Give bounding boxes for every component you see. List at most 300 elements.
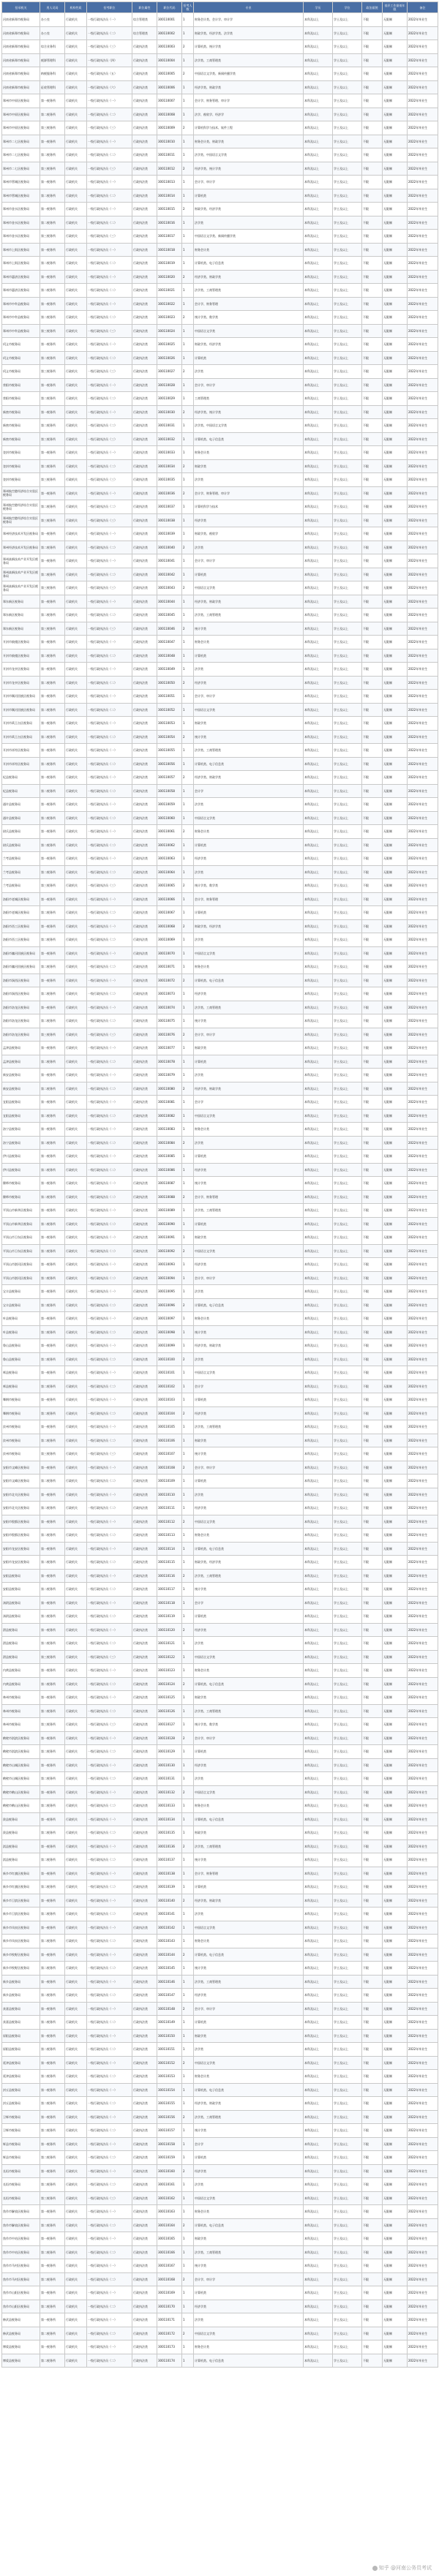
- table-cell: 办公室: [40, 26, 65, 40]
- table-cell: 行政执法类: [132, 825, 157, 839]
- table-cell: 行政机关: [65, 243, 87, 257]
- table-row: [2, 1637, 438, 1651]
- table-cell: 偃师市税务局: [2, 1190, 40, 1204]
- table-cell: 本科及以上: [304, 568, 333, 581]
- table-cell: 学士及以上: [333, 744, 362, 758]
- table-cell: 不限: [362, 459, 383, 473]
- table-cell: 计算机类、电子信息类: [194, 2354, 304, 2368]
- table-cell: 财政学类、税收学: [194, 527, 304, 541]
- table-cell: 行政执法类: [132, 1082, 157, 1096]
- table-cell: 一级行政执法员（一）: [87, 1204, 132, 1218]
- table-cell: 无限制: [383, 378, 408, 392]
- table-cell: 不限: [362, 1001, 383, 1014]
- table-cell: 行政机关: [65, 960, 87, 974]
- table-cell: 郑州市上街区税务局: [2, 257, 40, 271]
- table-row: [2, 1677, 438, 1691]
- table-cell: 2022年毕业生: [408, 1461, 438, 1475]
- table-cell: 不限: [362, 1109, 383, 1123]
- table-cell: 一级行政执法员（二）: [87, 1962, 132, 1976]
- table-cell: 1: [182, 2070, 194, 2084]
- table-cell: 不限: [362, 284, 383, 298]
- table-cell: 获嘉县税务局: [2, 2002, 40, 2016]
- table-cell: 行政机关: [65, 1312, 87, 1326]
- table-cell: 一级行政执法员（一）: [87, 1731, 132, 1745]
- table-cell: 2022年毕业生: [408, 2043, 438, 2057]
- table-cell: 2022年毕业生: [408, 53, 438, 67]
- table-cell: 第一税务所: [40, 486, 65, 500]
- table-cell: 300110101: [157, 1366, 182, 1380]
- table-cell: 本科及以上: [304, 1393, 333, 1407]
- table-cell: 行政执法类: [132, 284, 157, 298]
- table-cell: 300110140: [157, 1894, 182, 1907]
- table-cell: 第一税务所: [40, 663, 65, 677]
- table-cell: 第二税务所: [40, 1190, 65, 1204]
- table-cell: 开封市龙亭区税务局: [2, 676, 40, 690]
- table-cell: 本科及以上: [304, 622, 333, 636]
- table-cell: 滑县税务局: [2, 1637, 40, 1651]
- table-cell: 本科及以上: [304, 1366, 333, 1380]
- table-cell: 孟津县税务局: [2, 1042, 40, 1055]
- table-cell: 第一税务所: [40, 2029, 65, 2043]
- table-cell: 1: [182, 1637, 194, 1651]
- table-cell: 一级行政执法员（二）: [87, 676, 132, 690]
- table-cell: 学士及以上: [333, 189, 362, 203]
- table-row: [2, 1190, 438, 1204]
- table-cell: 2022年毕业生: [408, 1880, 438, 1894]
- table-cell: 1: [182, 1366, 194, 1380]
- table-cell: 1: [182, 554, 194, 568]
- table-cell: 2022年毕业生: [408, 392, 438, 406]
- table-cell: 一级行政执法员（二）: [87, 1014, 132, 1028]
- table-cell: 博爱县税务局: [2, 2340, 40, 2354]
- table-cell: 无限制: [383, 838, 408, 852]
- table-cell: 本科及以上: [304, 2070, 333, 2084]
- table-cell: 财政学类: [194, 1042, 304, 1055]
- table-cell: 本科及以上: [304, 933, 333, 947]
- table-cell: 行政执法类: [132, 1150, 157, 1164]
- table-cell: 不限: [362, 1596, 383, 1610]
- table-row: [2, 378, 438, 392]
- table-cell: 2: [182, 1136, 194, 1150]
- table-cell: 无限制: [383, 13, 408, 27]
- table-body: [2, 13, 438, 2368]
- table-row: [2, 513, 438, 527]
- table-cell: 行政机关: [65, 1177, 87, 1191]
- table-cell: 本科及以上: [304, 2029, 333, 2043]
- table-cell: 一级行政执法员（三）: [87, 121, 132, 135]
- table-cell: 一级行政执法员（二）: [87, 1745, 132, 1759]
- table-cell: 统计学类: [194, 1853, 304, 1867]
- table-cell: 焦作市山阳区税务局: [2, 2286, 40, 2300]
- table-cell: 本科及以上: [304, 1623, 333, 1637]
- table-cell: 行政执法类: [132, 2218, 157, 2232]
- table-row: [2, 176, 438, 189]
- table-cell: 2022年毕业生: [408, 1921, 438, 1935]
- table-cell: 第一税务所: [40, 1488, 65, 1502]
- table-cell: 300110074: [157, 1001, 182, 1014]
- table-cell: 300110072: [157, 973, 182, 987]
- column-header: 职位属性: [132, 2, 157, 13]
- table-cell: 学士及以上: [333, 690, 362, 704]
- table-cell: 行政机关: [65, 919, 87, 933]
- table-cell: 行政机关: [65, 2245, 87, 2259]
- table-cell: 宜阳县税务局: [2, 1109, 40, 1123]
- table-cell: 第三税务所: [40, 1028, 65, 1042]
- table-cell: 300110049: [157, 663, 182, 677]
- table-cell: 焦作市马村区税务局: [2, 2272, 40, 2286]
- table-cell: 统计学类: [194, 622, 304, 636]
- table-cell: 学士及以上: [333, 1352, 362, 1366]
- table-cell: 行政执法类: [132, 1515, 157, 1529]
- table-cell: 财务会计类: [194, 1935, 304, 1948]
- table-cell: 学士及以上: [333, 1691, 362, 1705]
- table-cell: 300110009: [157, 121, 182, 135]
- table-cell: 2: [182, 67, 194, 81]
- table-cell: 1: [182, 13, 194, 27]
- table-row: [2, 351, 438, 365]
- table-cell: 不限: [362, 2313, 383, 2327]
- table-cell: 不限: [362, 987, 383, 1001]
- table-cell: 不限: [362, 1758, 383, 1772]
- table-cell: 1: [182, 1921, 194, 1935]
- table-cell: 2022年毕业生: [408, 636, 438, 649]
- table-cell: 行政执法类: [132, 2097, 157, 2111]
- table-cell: 无限制: [383, 906, 408, 920]
- table-cell: 学士及以上: [333, 1325, 362, 1339]
- table-cell: 行政机关: [65, 1096, 87, 1110]
- table-cell: 第一税务所: [40, 595, 65, 609]
- table-row: [2, 1406, 438, 1420]
- table-cell: 学士及以上: [333, 1069, 362, 1082]
- table-cell: 学士及以上: [333, 2313, 362, 2327]
- table-cell: 1: [182, 1123, 194, 1137]
- table-cell: 2022年毕业生: [408, 1704, 438, 1718]
- table-cell: 2022年毕业生: [408, 2124, 438, 2138]
- table-cell: 1: [182, 1434, 194, 1447]
- table-cell: 行政执法类: [132, 419, 157, 433]
- table-cell: 行政执法类: [132, 2245, 157, 2259]
- table-cell: 2022年毕业生: [408, 1298, 438, 1312]
- table-row: [2, 2245, 438, 2259]
- table-cell: 鲁山县税务局: [2, 1352, 40, 1366]
- table-cell: 学士及以上: [333, 1271, 362, 1285]
- table-cell: 新乡市卫滨区税务局: [2, 1894, 40, 1907]
- table-row: [2, 1704, 438, 1718]
- table-cell: 不限: [362, 2286, 383, 2300]
- table-cell: 不限: [362, 1948, 383, 1962]
- table-cell: 学士及以上: [333, 2191, 362, 2205]
- table-cell: 第二税务所: [40, 2300, 65, 2313]
- table-cell: 1: [182, 757, 194, 771]
- table-cell: 学士及以上: [333, 446, 362, 460]
- table-cell: 行政机关: [65, 1285, 87, 1299]
- table-cell: 行政执法类: [132, 80, 157, 94]
- table-cell: 第一税务所: [40, 973, 65, 987]
- table-cell: 第二税务所: [40, 1109, 65, 1123]
- table-cell: 行政执法类: [132, 513, 157, 527]
- table-cell: 学士及以上: [333, 771, 362, 785]
- table-cell: 2: [182, 1028, 194, 1042]
- table-cell: 2022年毕业生: [408, 1177, 438, 1191]
- table-cell: 2022年毕业生: [408, 757, 438, 771]
- table-cell: 行政机关: [65, 541, 87, 554]
- table-cell: 行政执法类: [132, 1880, 157, 1894]
- table-cell: 本科及以上: [304, 1812, 333, 1826]
- table-cell: 行政机关: [65, 892, 87, 906]
- table-cell: 行政机关: [65, 973, 87, 987]
- table-cell: 平顶山市新华区税务局: [2, 1217, 40, 1231]
- table-cell: 无限制: [383, 2178, 408, 2192]
- table-cell: 不限: [362, 1826, 383, 1840]
- table-cell: 2022年毕业生: [408, 2313, 438, 2327]
- table-cell: 300110168: [157, 2272, 182, 2286]
- table-cell: 无限制: [383, 2056, 408, 2070]
- table-cell: 本科及以上: [304, 135, 333, 148]
- table-cell: 学士及以上: [333, 2056, 362, 2070]
- table-cell: 学士及以上: [333, 1664, 362, 1678]
- table-cell: 叶县税务局: [2, 1312, 40, 1326]
- table-cell: 第一税务所: [40, 636, 65, 649]
- table-cell: 2022年毕业生: [408, 1758, 438, 1772]
- table-cell: 行政执法类: [132, 771, 157, 785]
- table-cell: 学士及以上: [333, 892, 362, 906]
- table-cell: 2022年毕业生: [408, 1596, 438, 1610]
- table-cell: 学士及以上: [333, 2340, 362, 2354]
- table-row: [2, 1231, 438, 1245]
- table-cell: 本科及以上: [304, 2340, 333, 2354]
- table-cell: 本科及以上: [304, 311, 333, 325]
- table-cell: 本科及以上: [304, 879, 333, 893]
- table-cell: 1: [182, 1745, 194, 1759]
- table-cell: 不限: [362, 2300, 383, 2313]
- table-cell: 行政执法类: [132, 40, 157, 54]
- table-cell: 经济学类: [194, 513, 304, 527]
- table-cell: 学士及以上: [333, 432, 362, 446]
- table-cell: 2022年毕业生: [408, 2137, 438, 2151]
- table-cell: 行政机关: [65, 1298, 87, 1312]
- table-cell: 2: [182, 1677, 194, 1691]
- table-cell: 不限: [362, 473, 383, 487]
- table-cell: 法学类: [194, 2043, 304, 2057]
- table-cell: 第二税务所: [40, 811, 65, 825]
- table-cell: 2022年毕业生: [408, 1028, 438, 1042]
- table-cell: 郑东新区税务局: [2, 609, 40, 622]
- table-cell: 300110003: [157, 40, 182, 54]
- table-cell: 学士及以上: [333, 554, 362, 568]
- table-cell: 不限: [362, 892, 383, 906]
- table-cell: 计算机类、电子信息类: [194, 1542, 304, 1556]
- table-cell: 行政机关: [65, 324, 87, 338]
- table-cell: 不限: [362, 2151, 383, 2165]
- table-cell: 300110139: [157, 1880, 182, 1894]
- table-cell: 行政机关: [65, 1529, 87, 1543]
- table-cell: 300110149: [157, 2016, 182, 2030]
- table-cell: 原阳县税务局: [2, 2029, 40, 2043]
- table-cell: 安阳县税务局: [2, 1583, 40, 1597]
- table-cell: 学士及以上: [333, 2083, 362, 2097]
- table-cell: 2: [182, 486, 194, 500]
- table-cell: 一级行政执法员（一）: [87, 1069, 132, 1082]
- table-cell: 1: [182, 933, 194, 947]
- table-row: [2, 162, 438, 176]
- table-cell: 1: [182, 2178, 194, 2192]
- table-cell: 安阳市龙安区税务局: [2, 1542, 40, 1556]
- table-cell: 行政执法类: [132, 1799, 157, 1813]
- table-cell: 无限制: [383, 203, 408, 216]
- table-cell: 2: [182, 162, 194, 176]
- table-cell: 一级行政执法员（一）: [87, 203, 132, 216]
- table-cell: 不限: [362, 1204, 383, 1218]
- table-cell: 行政执法类: [132, 1014, 157, 1028]
- table-cell: 修武县税务局: [2, 2313, 40, 2327]
- table-cell: 原阳县税务局: [2, 2043, 40, 2057]
- table-cell: 学士及以上: [333, 717, 362, 731]
- table-cell: 一级行政执法员（一）: [87, 946, 132, 960]
- table-row: [2, 1691, 438, 1705]
- table-cell: 本科及以上: [304, 189, 333, 203]
- table-cell: 中国语言文学类: [194, 2056, 304, 2070]
- table-cell: 300110083: [157, 1123, 182, 1137]
- table-cell: 行政机关: [65, 216, 87, 230]
- table-cell: 无限制: [383, 1420, 408, 1434]
- table-cell: 学士及以上: [333, 2327, 362, 2340]
- table-cell: 2: [182, 203, 194, 216]
- table-cell: 本科及以上: [304, 1677, 333, 1691]
- table-row: [2, 1718, 438, 1732]
- table-cell: 本科及以上: [304, 744, 333, 758]
- table-cell: 一级行政执法员（一）: [87, 1285, 132, 1299]
- table-cell: 行政机关: [65, 811, 87, 825]
- table-cell: 无限制: [383, 459, 408, 473]
- table-cell: 不限: [362, 1123, 383, 1137]
- table-row: [2, 1515, 438, 1529]
- table-cell: 行政执法类: [132, 2327, 157, 2340]
- table-cell: 财务会计类: [194, 243, 304, 257]
- table-cell: 学士及以上: [333, 622, 362, 636]
- table-cell: 会计学、财务管理、审计学: [194, 94, 304, 108]
- table-cell: 学士及以上: [333, 919, 362, 933]
- table-cell: 不限: [362, 1447, 383, 1461]
- table-cell: 行政机关: [65, 581, 87, 595]
- table-cell: 兰考县税务局: [2, 852, 40, 866]
- table-cell: 行政机关: [65, 1880, 87, 1894]
- table-cell: 学士及以上: [333, 2232, 362, 2246]
- table-cell: 行政机关: [65, 1055, 87, 1069]
- table-cell: 一级行政执法员（一）: [87, 825, 132, 839]
- table-row: [2, 1217, 438, 1231]
- table-cell: 300110128: [157, 1731, 182, 1745]
- table-cell: 无限制: [383, 243, 408, 257]
- table-row: [2, 13, 438, 27]
- table-cell: 行政执法类: [132, 257, 157, 271]
- table-cell: 无限制: [383, 1096, 408, 1110]
- table-cell: 行政执法类: [132, 351, 157, 365]
- table-cell: 学士及以上: [333, 1339, 362, 1353]
- table-cell: 2022年毕业生: [408, 1150, 438, 1164]
- table-cell: 行政执法类: [132, 230, 157, 244]
- table-cell: 300110001: [157, 13, 182, 27]
- table-cell: 300110038: [157, 513, 182, 527]
- table-cell: 2022年毕业生: [408, 1650, 438, 1664]
- table-cell: 1: [182, 1420, 194, 1434]
- table-cell: 一级行政执法员（三）: [87, 162, 132, 176]
- table-cell: 行政执法类: [132, 1556, 157, 1570]
- table-cell: 第二税务所: [40, 1989, 65, 2003]
- table-cell: 行政执法类: [132, 1542, 157, 1556]
- table-cell: 第三税务所: [40, 581, 65, 595]
- table-cell: 300110104: [157, 1406, 182, 1420]
- table-cell: 第一税务所: [40, 554, 65, 568]
- table-cell: 行政机关: [65, 1569, 87, 1583]
- table-cell: 第二税务所: [40, 1434, 65, 1447]
- table-cell: 无限制: [383, 649, 408, 663]
- table-cell: 第二税务所: [40, 351, 65, 365]
- table-cell: 2022年毕业生: [408, 67, 438, 81]
- table-cell: 行政机关: [65, 1488, 87, 1502]
- table-cell: 一级行政执法员（一）: [87, 243, 132, 257]
- table-cell: 郑州市二七区税务局: [2, 135, 40, 148]
- table-cell: 300110158: [157, 2137, 182, 2151]
- table-cell: 2022年毕业生: [408, 2097, 438, 2111]
- table-cell: 本科及以上: [304, 1935, 333, 1948]
- table-cell: 法学类: [194, 1637, 304, 1651]
- table-cell: 无限制: [383, 1352, 408, 1366]
- table-cell: 不限: [362, 744, 383, 758]
- table-cell: 不限: [362, 1772, 383, 1786]
- table-cell: 行政执法类: [132, 176, 157, 189]
- table-cell: 一级行政执法员（三）: [87, 230, 132, 244]
- table-cell: 2022年毕业生: [408, 26, 438, 40]
- table-cell: 滑县税务局: [2, 1623, 40, 1637]
- table-cell: 河南省新郑市税务局: [2, 53, 40, 67]
- table-cell: 第二税务所: [40, 2070, 65, 2084]
- table-cell: 一级行政执法员（一）: [87, 2313, 132, 2327]
- table-cell: 不限: [362, 771, 383, 785]
- table-cell: 无限制: [383, 1677, 408, 1691]
- table-row: [2, 1475, 438, 1488]
- table-cell: 一级行政执法员（二）: [87, 1298, 132, 1312]
- table-cell: 一级行政执法员（一）: [87, 405, 132, 419]
- table-cell: 无限制: [383, 1989, 408, 2003]
- table-cell: 法学类: [194, 1069, 304, 1082]
- table-cell: 一级行政执法员（一）: [87, 717, 132, 731]
- table-cell: 行政执法类: [132, 554, 157, 568]
- table-cell: 行政执法类: [132, 1177, 157, 1191]
- table-row: [2, 270, 438, 284]
- table-cell: 行政机关: [65, 2340, 87, 2354]
- table-cell: 本科及以上: [304, 663, 333, 677]
- table-row: [2, 919, 438, 933]
- table-cell: 300110070: [157, 946, 182, 960]
- table-cell: 行政执法类: [132, 1731, 157, 1745]
- table-cell: 无限制: [383, 676, 408, 690]
- table-cell: 行政执法类: [132, 892, 157, 906]
- table-cell: 洛阳市涧西区税务局: [2, 987, 40, 1001]
- table-cell: 法学类: [194, 473, 304, 487]
- table-row: [2, 1758, 438, 1772]
- table-cell: 不限: [362, 13, 383, 27]
- table-cell: 法学类: [194, 2178, 304, 2192]
- table-cell: 2022年毕业生: [408, 2327, 438, 2340]
- table-cell: 2: [182, 622, 194, 636]
- table-row: [2, 338, 438, 352]
- table-cell: 本科及以上: [304, 1637, 333, 1651]
- table-cell: 行政机关: [65, 1596, 87, 1610]
- table-row: [2, 1880, 438, 1894]
- table-row: [2, 2164, 438, 2178]
- table-row: [2, 771, 438, 785]
- table-cell: 300110024: [157, 324, 182, 338]
